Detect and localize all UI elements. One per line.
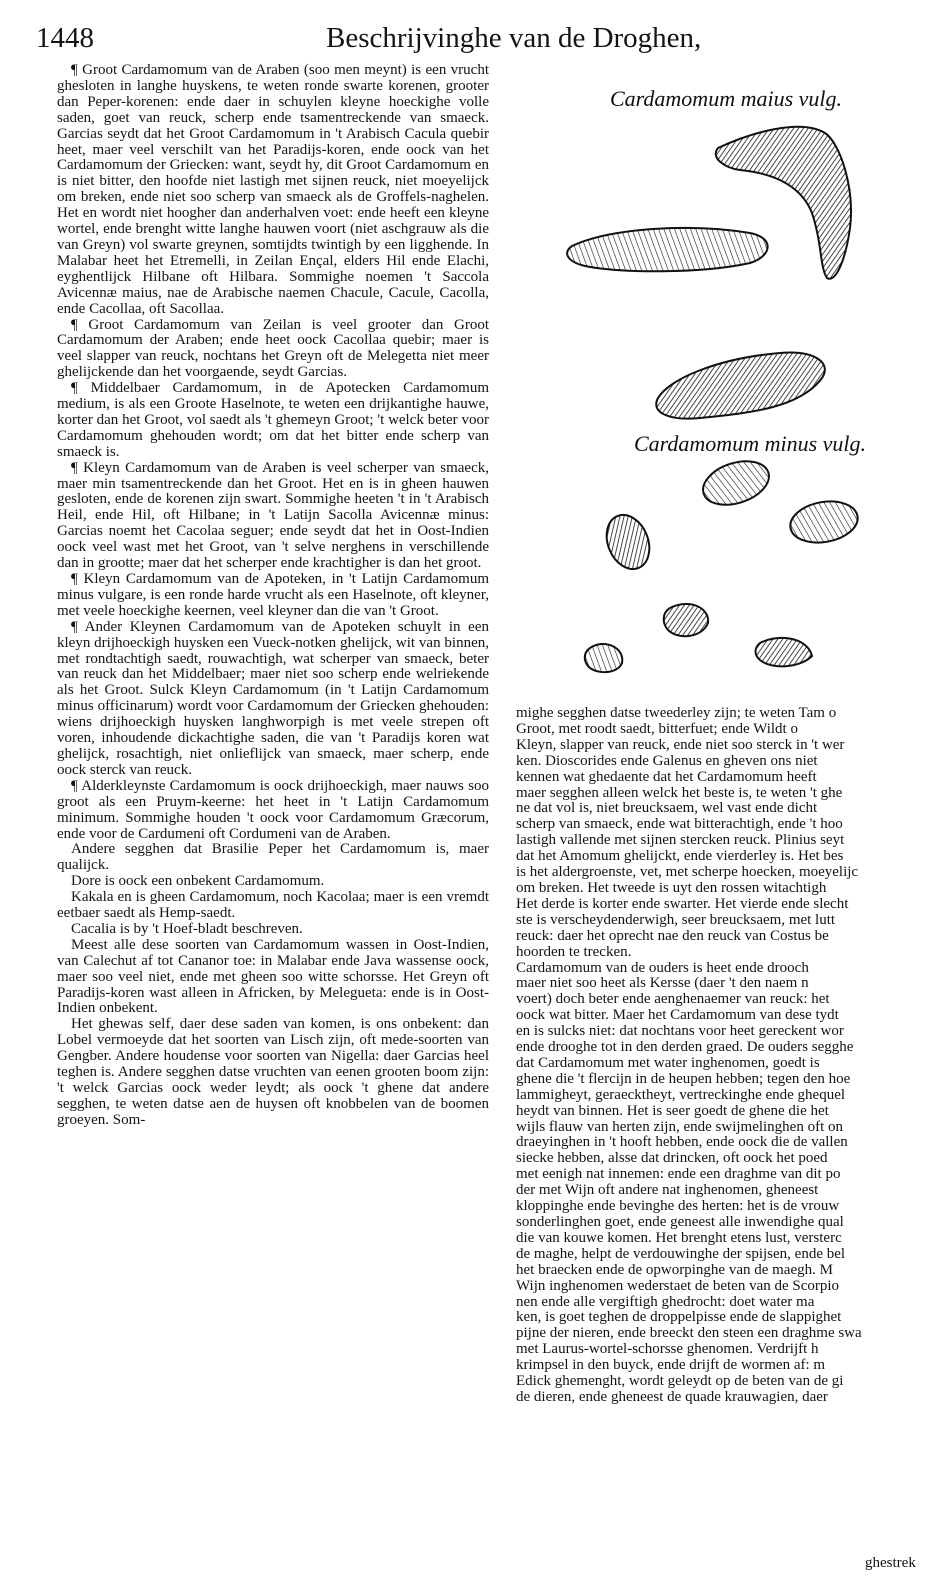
right-line: lammigheyt, geraecktheyt, vertreckinghe ende ghequel xyxy=(516,1086,846,1103)
pod-large-3 xyxy=(656,353,825,419)
right-line: draeyinghen in 't hooft hebben, ende oock die de vallen xyxy=(516,1134,848,1151)
right-line: Wijn inghenomen wederstaet de beten van de Scorpio xyxy=(516,1277,840,1294)
right-line: Edick ghemenght, wordt geleydt op de beten van de gi xyxy=(516,1373,844,1390)
right-line: Cardamomum van de ouders is heet ende drooch xyxy=(516,959,809,976)
paragraph-plaets: Meest alle dese soorten van Cardamomum wassen in Oost-Indien, van Calechut af tot Cananor toe: in Malabar ende Java wassense oock, maer soo veel niet, ende met gheen soo witte schorsse. Het Greyn oft Paradijs-koren wast alleen in Africken, by Melegueta: ende is in Oost-Indien onbekent. xyxy=(57,936,489,1017)
paragraph-middelbaer-cardamomum: ¶ Middelbaer Cardamomum, in de Apotecken Cardamomum medium, is als een Groote Haselnote, te weten een drijkantighe hauwe, korter dan het Groot, vol saedt als 't ghemeyn Groot; 't welck beter voor Cardamomum ghehouden wordt; om dat het bitter ende scherp van smaeck is. xyxy=(57,380,489,460)
right-line: Kleyn, slapper van reuck, ende niet soo sterck in 't wer xyxy=(516,736,845,753)
right-line: reuck: daer het oprecht nae den reuck van Costus be xyxy=(516,927,829,944)
pod-large-2 xyxy=(567,228,767,271)
seed-small-1 xyxy=(697,453,774,512)
right-line: heydt van binnen. Het is seer goedt de ghene die het xyxy=(516,1102,829,1119)
right-line: dat het Amomum ghelijckt, ende vierderley is. Het bes xyxy=(516,848,844,865)
right-line: scherp van smaeck, ende wat bitterachtigh, ende 't hoo xyxy=(516,816,843,833)
right-line: pijne der nieren, ende breeckt den steen een draghme swa xyxy=(516,1325,862,1342)
right-line: der met Wijn oft andere nat inghenomen, gheneest xyxy=(516,1182,819,1199)
right-line: ken, is goet teghen de droppelpisse ende de slappighet xyxy=(516,1309,842,1326)
right-line: ghene die 't flercijn in de heupen hebben; tegen den hoe xyxy=(516,1070,851,1087)
right-line: maer niet soo heet als Kersse (daer 't den naem n xyxy=(516,975,809,992)
right-line: ne dat vol is, niet breucksaem, wel vast ende dicht xyxy=(516,800,818,817)
running-title: Beschrijvinghe van de Droghen, xyxy=(326,22,702,54)
paragraph-ander-kleynen-cardamomum: ¶ Ander Kleynen Cardamomum van de Apoteken schuylt in een kleyn drijhoeckigh huysken een Vueck-notken ghelijck, wit van binnen, met rondtachtigh saedt, rouwachtigh, wat scherper van smaeck, beter van reuck dan het Middelbaer; maer niet soo scherp ende welriekende als het Groot. Sulck Kleyn Cardamomum (in 't Latijn Cardamomum minus officinarum) wordt voor Cardamomum der Griecken ghehouden: wiens drijhoeckigh huysken langhworpigh is met veele strepen oft voren, inhoudende dickachtighe saden, die van 't Paradijs koren wat ghelijck, rosachtigh, niet onlieflijck van smaeck, maer scherp, ende oock sterck van reuck. xyxy=(57,618,489,778)
catchword: ghestrek xyxy=(865,1555,916,1571)
paragraph-kleyn-cardamomum-apoteken: ¶ Kleyn Cardamomum van de Apoteken, in 't Latijn Cardamomum minus vulgare, is een ronde harde vrucht als een Haselnote, oft kleyner, met veele hoeckighe keernen, veel kleyner dan die van 't Groot. xyxy=(57,571,489,619)
right-line: krimpsel in den buyck, ende drijft de wormen af: m xyxy=(516,1357,826,1374)
right-line: nen ende alle vergiftigh ghedrocht: doet water ma xyxy=(516,1293,815,1310)
right-line: met eenigh nat innemen: ende een draghme van dit po xyxy=(516,1166,841,1183)
right-line: siecke hebben, alsse dat drincken, oft oock het poed xyxy=(516,1150,828,1167)
right-line: dat Cardamomum met water inghenomen, goedt is xyxy=(516,1054,820,1071)
right-text-column xyxy=(516,706,950,1496)
right-line: lastigh vallende met sijnen stercken reuck. Plinius seyt xyxy=(516,832,845,849)
seed-small-3 xyxy=(787,496,861,547)
page-number: 1448 xyxy=(36,22,94,54)
seed-small-5 xyxy=(585,644,623,672)
paragraph-kleyn-cardamomum-araben: ¶ Kleyn Cardamomum van de Araben is veel scherper van smaeck, maer min tsamentreckende dan het Groot. Het en is in gheen hauwen gesloten, ende de korenen zijn swart. Sommighe heeten 't in 't Arabisch Heil, ende Hil, oft Hilbane; in 't Latijn Sacolla Avicennæ minus: Garcias noemt het Cacolaa seguer; ende seydt dat het in Oost-Indien oock veel wast met het Groot, van 't selve nerghens in verschillende dan in grootte; maer dat het scherper ende krachtigher is dan het groot. xyxy=(57,459,489,572)
left-text-column xyxy=(57,63,489,1538)
paragraph-dore: Dore is oock een onbekent Cardamomum. xyxy=(71,873,325,890)
right-line: met Laurus-wortel-schorsse ghenomen. Verdrijft h xyxy=(516,1341,819,1358)
right-line: mighe segghen datse tweederley zijn; te weten Tam o xyxy=(516,706,837,721)
page-header xyxy=(0,22,950,62)
right-line: kennen wat ghedaente dat het Cardamomum heeft xyxy=(516,768,817,785)
right-line: sonderlinghen goet, ende geneest alle inwendighe qual xyxy=(516,1214,844,1230)
paragraph-groot-cardamomum-zeilan: ¶ Groot Cardamomum van Zeilan is veel grooter dan Groot Cardamomum der Araben; ende heet oock Cacollaa quebir; maer is veel slapper van reuck, nochtans het Greyn oft de Melegetta niet meer ghelijckende dan het voorgaende, seydt Garcias. xyxy=(57,316,489,381)
right-line: die van kouwe komen. Het brenght etens lust, versterc xyxy=(516,1229,842,1246)
cardamom-woodcut-illustration xyxy=(550,78,950,698)
right-line: hoorden te trecken. xyxy=(516,943,632,960)
right-line: Het derde is korter ende swarter. Het vierde ende slecht xyxy=(516,895,849,912)
right-line: voert) doch beter ende aenghenaemer van reuck: het xyxy=(516,991,830,1008)
caption-cardamomum-major: Cardamomum maius vulg. xyxy=(610,86,843,111)
right-line: Groot, met roodt saedt, bitterfuet; ende Wildt o xyxy=(516,720,798,737)
right-line: ste is verscheydenderwigh, seer breucksaem, met lutt xyxy=(516,911,836,928)
seed-small-6 xyxy=(756,638,813,666)
right-line: oock wat bitter. Maer het Cardamomum van dese tydt xyxy=(516,1007,839,1024)
paragraph-groot-cardamomum-araben: ¶ Groot Cardamomum van de Araben (soo men meynt) is een vrucht ghesloten in langhe huyskens, te weten ronde swarte korenen, grooter dan Peper-korenen: ende daer in schuylen kleyne hoeckighe volle saden, goet van reuck, scherp ende tsamentreckende van smaeck. Garcias seydt dat het Groot Cardamomum in 't Arabisch Cacula quebir heet, maer veel verschilt van het Paradijs-koren, ende oock van het Cardamomum der Griecken: want, seydt hy, dit Groot Cardamomum en is niet bitter, den hoofde niet lastigh met sijnen reuck, niet moeyelijck om breken, ende niet soo scherp van smaeck als de Groffels-naghelen. Het en wordt niet hoogher dan anderhalven voet: ende heeft een kleyne wortel, ende brenght witte langhe hauwen voort (niet aschgrauw als die van Greyn) vol swarte greynen, somtijdts twintigh by een ligghende. In Malabar heet het Etremelli, in Zeilan Ençal, elders Hil ende Elachi, eyghentlijck Hilbane oft Hilbara. Sommighe noemen 't Saccola Avicennæ maius, nae de Arabische naemen Chacule, Cacule, Cacolla, ende Cacollaa, oft Sacollaa. xyxy=(57,63,489,317)
paragraph-alderkleynste-cardamomum: ¶ Alderkleynste Cardamomum is oock drijhoeckigh, maer nauws soo groot als een Pruym-keerne: het heet in 't Latijn Cardamomum minimum. Sommighe houden 't oock voor Cardamomum Græcorum, ende voor de Cardumeni oft Cordumeni van de Araben. xyxy=(57,777,489,842)
right-line: ken. Dioscorides ende Galenus en gheven ons niet xyxy=(516,752,818,769)
right-line: kloppinghe ende bevinghe des herten: het is de vrouw xyxy=(516,1198,840,1215)
paragraph-cacalia: Cacalia is by 't Hoef-bladt beschreven. xyxy=(71,920,303,937)
right-line: om breken. Het tweede is uyt den rossen witachtigh xyxy=(516,879,827,896)
caption-cardamomum-minor: Cardamomum minus vulg. xyxy=(634,431,867,456)
seed-small-4 xyxy=(664,604,708,636)
right-line: wijls flauw van herten zijn, ende swijmelinghen oft on xyxy=(516,1118,844,1135)
right-line: de maghe, helpt de verdouwinghe der spijsen, ende bel xyxy=(516,1245,846,1262)
paragraph-ghewas: Het ghewas self, daer dese saden van komen, is ons onbekent: dan Lobel vermoeyde dat het soorten van Lisch zijn, oft mede-soorten van Gengber. Andere houdense voor soorten van Nigella: daer Garcias heel teghen is. Andere segghen datse vruchten van eenen grooten boom zijn: 't welck Garcias oock weder leydt; als oock 't ghene dat andere segghen, te weten datse aen de huysen oft knobbelen van de boomen groeyen. Som- xyxy=(57,1016,489,1128)
right-line: de dieren, ende gheneest de quade krauwagien, daer xyxy=(516,1388,828,1405)
right-line: is het aldergroenste, vet, met scherpe hoecken, moeyelijc xyxy=(516,864,859,881)
right-line: en is sulcks niet: dat nochtans voor heet gereckent wor xyxy=(516,1023,844,1040)
right-line: ende drooghe tot in den derden graed. De ouders segghe xyxy=(516,1039,854,1056)
seed-small-2 xyxy=(599,509,657,576)
right-line: het braecken ende de opworpinghe van de maegh. M xyxy=(516,1261,833,1278)
paragraph-brasilie-peper: Andere segghen dat Brasilie Peper het Cardamomum is, maer qualijck. xyxy=(57,841,489,874)
paragraph-kakala: Kakala en is gheen Cardamomum, noch Kacolaa; maer is een vremdt eetbaer saedt als Hemp-saedt. xyxy=(57,889,489,922)
right-line: maer segghen alleen welck het beste is, te weten 't ghe xyxy=(516,784,843,801)
